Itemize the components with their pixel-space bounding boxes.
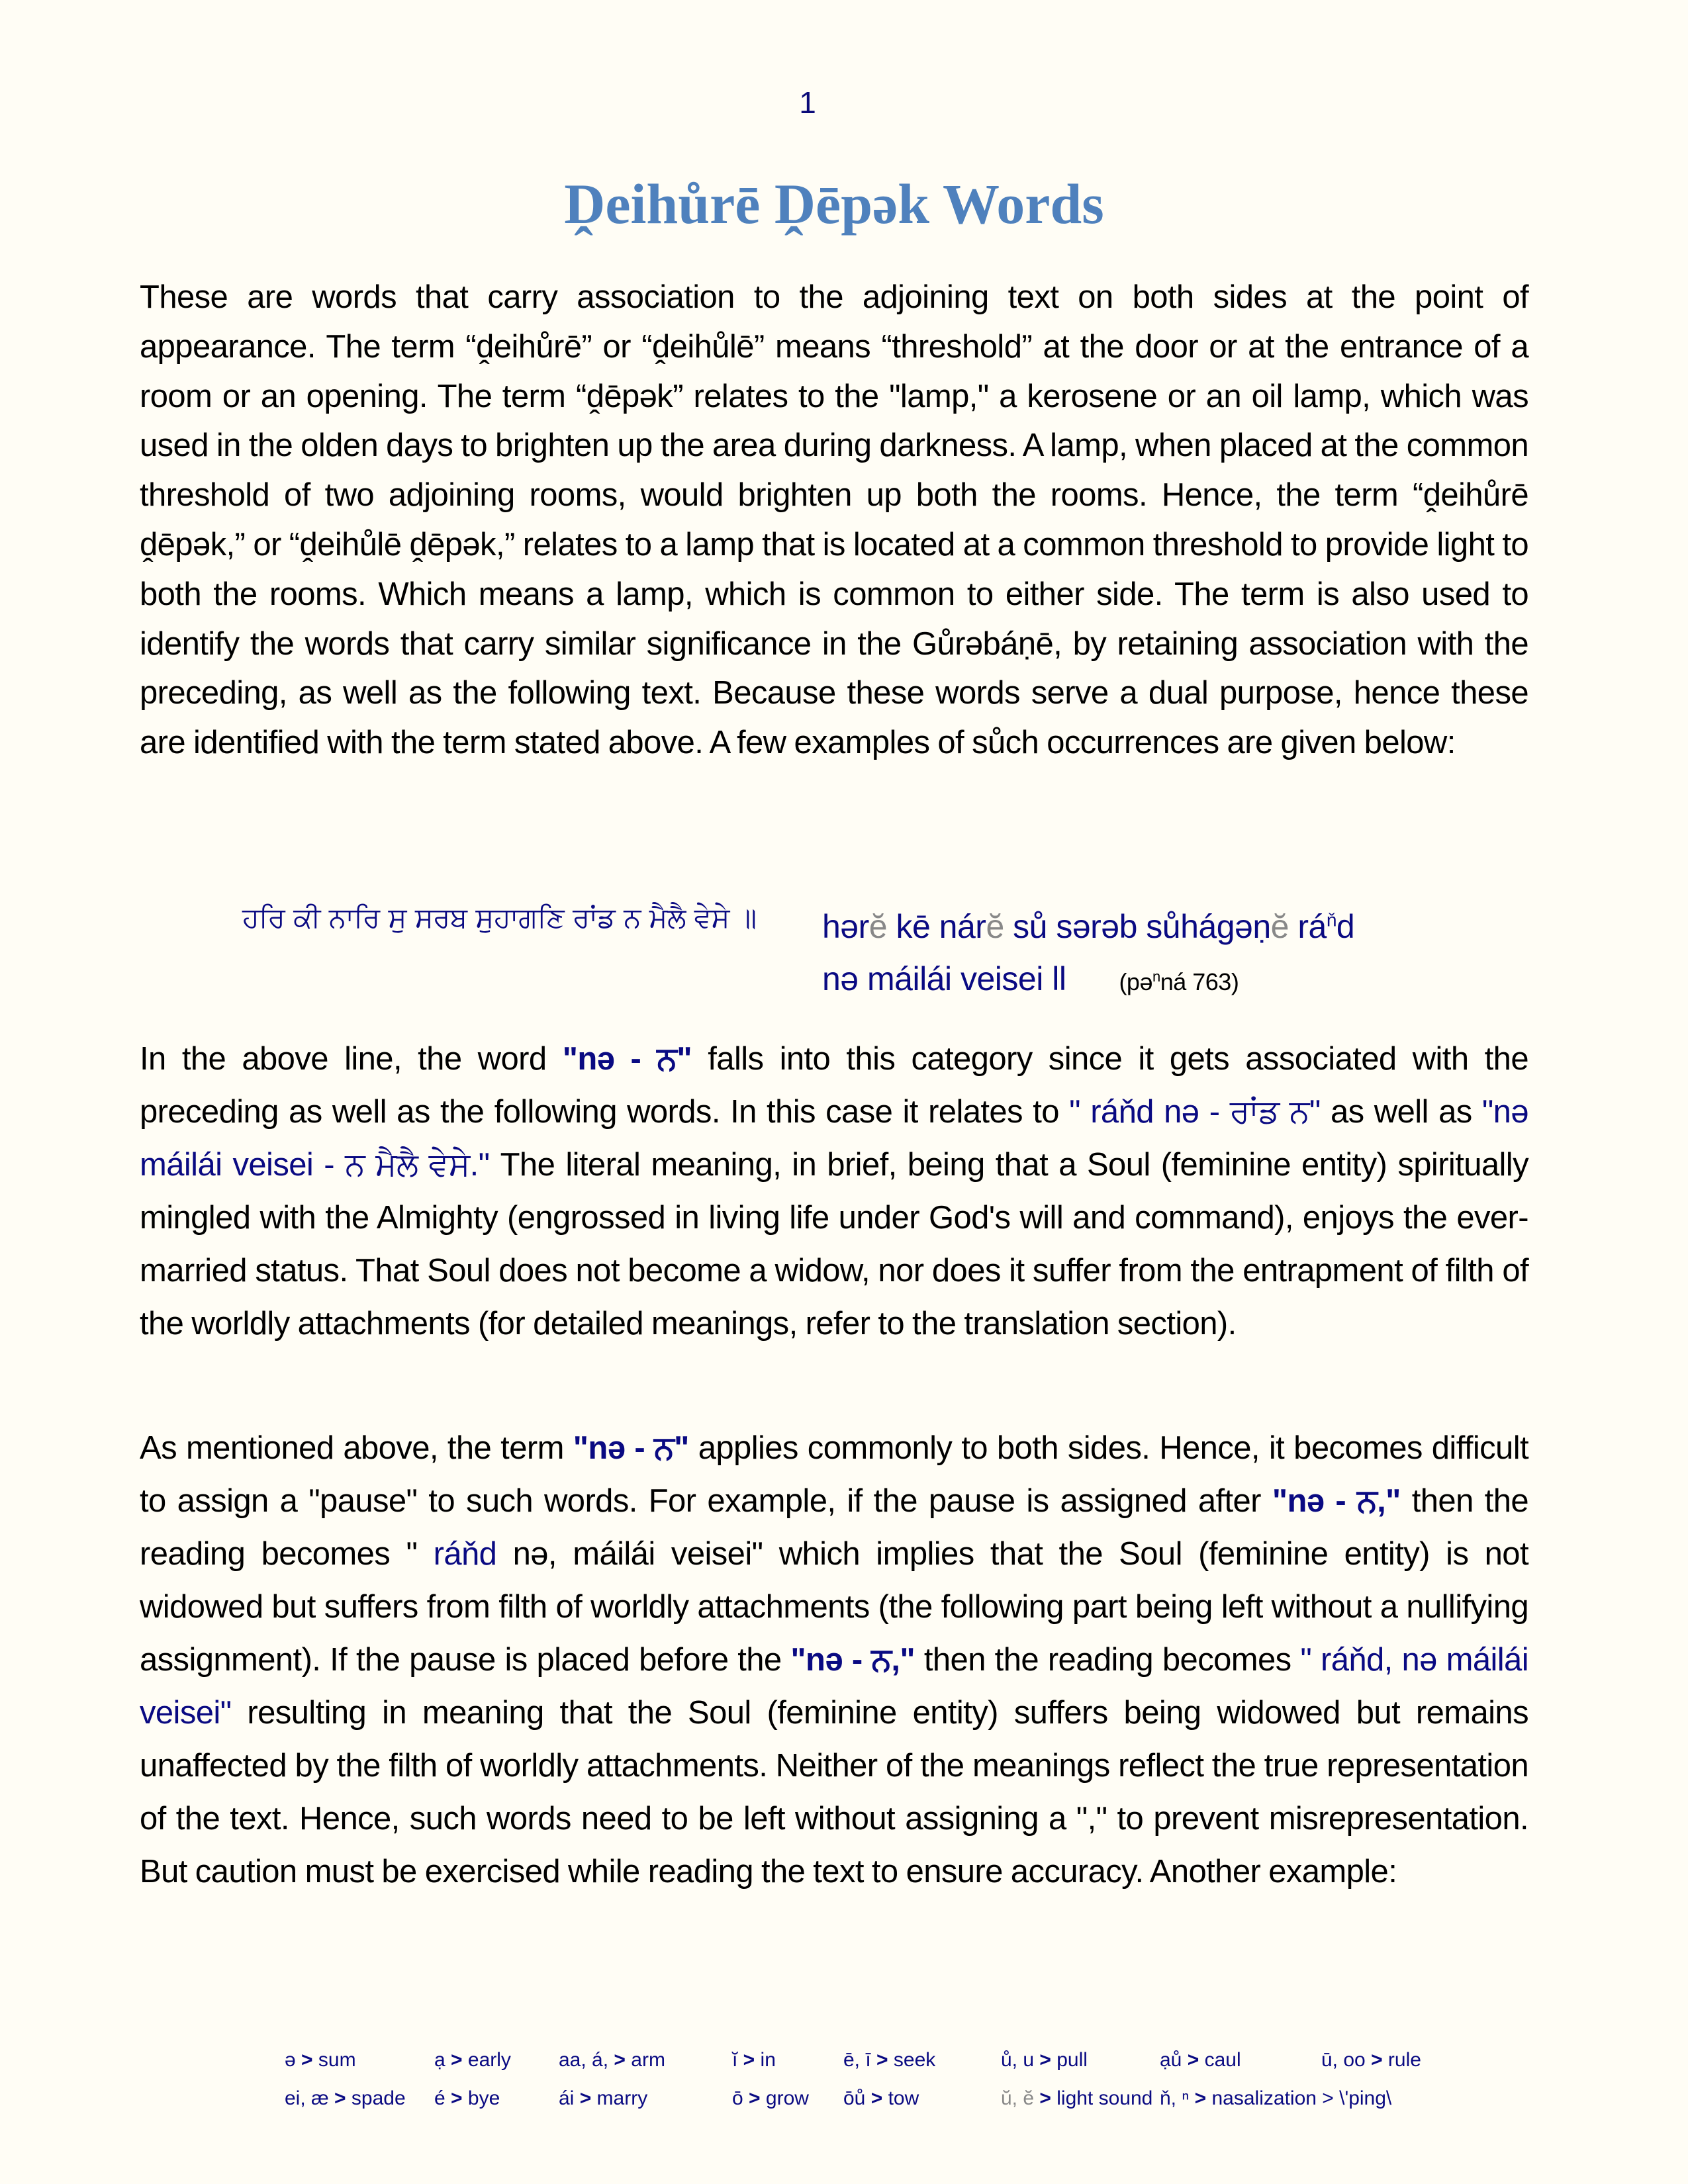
pronunciation-key-entry (843, 2049, 1001, 2071)
key-example-word: early (467, 2049, 511, 2071)
arrow-icon: > (451, 2087, 468, 2109)
transliteration-segment: kē nár (887, 907, 986, 945)
intro-paragraph: These are words that carry association to the adjoining text on both sides at the point of appearance. The term “ḓeihůrē” or “ḓeihůlē” means “threshold” at the door or at the entrance of a room or an opening. The term “ḓēpək” relates to the "lamp," a kerosene or an oil lamp, which was used in the olden days to brighten up the area during darkness. A lamp, when placed at the common threshold of two adjoining rooms, would brighten up both the rooms. Hence, the term “ḓeihůrē ḓēpək,” or “ḓeihůlē ḓēpək,” relates to a lamp that is located at a common threshold to provide light to both the rooms. Which means a lamp, which is common to either side. The term is also used to identify the words that carry similar significance in the Gůrəbáṇē, by retaining association with the preceding, as well as the following text. Because these words serve a dual purpose, hence these are identified with the term stated above. A few examples of sůch occurrences are given below: (140, 279, 1528, 761)
key-example-word: marry (596, 2087, 648, 2109)
transliteration-segment: rá (1288, 907, 1327, 945)
arrow-icon: > (1039, 2049, 1057, 2071)
key-symbol: ái (559, 2087, 580, 2109)
arrow-icon: > (1371, 2049, 1388, 2071)
page-title: Ḓeihůrē Ḓēpək Words (564, 172, 1104, 236)
key-example-word: grow (765, 2087, 809, 2109)
explanation-segment: as well as (1320, 1094, 1482, 1130)
key-symbol: ōů (843, 2087, 871, 2109)
key-example-word: sum (318, 2049, 356, 2071)
key-symbol: ň, ⁿ (1160, 2087, 1195, 2109)
explanation-segment: "nə - ਨ" (562, 1041, 692, 1077)
key-symbol: ŭ, ĕ (1001, 2087, 1040, 2109)
explanation-segment: The literal meaning, in brief, being that a Soul (feminine entity) spiritually mingled with the Almighty (engrossed in living life under God's will and command), enjoys the ever-married status. That Soul does not become a widow, nor does it suffer from the entrapment of filth of the worldly attachments (for detailed meanings, refer to the translation section). (140, 1147, 1528, 1342)
key-symbol: ē, ī (843, 2049, 877, 2071)
transliteration-line-1 (822, 908, 1354, 945)
pause-segment: resulting in meaning that the Soul (feminine entity) suffers being widowed but remains unaffected by the filth of worldly attachments. Neither of the meanings reflect the true representation of the text. Hence, such words need to be left without assigning a "," to prevent misrepresentation. But caution must be exercised while reading the text to ensure accuracy. Another example: (140, 1695, 1528, 1889)
key-example-word: rule (1387, 2049, 1421, 2071)
explanation-segment: "nə máilái veisei - ਨ ਮੈਲੈ ਵੇਸੇ." (140, 1094, 1528, 1183)
transliterated-verse (822, 895, 1354, 1007)
key-symbol: ō (732, 2087, 749, 2109)
pronunciation-key-entry (1160, 2087, 1392, 2110)
pause-paragraph (140, 1422, 1528, 1898)
page-ref-suffix: ná 763) (1160, 968, 1239, 995)
key-symbol: ạ (434, 2049, 451, 2071)
page-number: 1 (799, 85, 816, 120)
arrow-icon: > (1187, 2049, 1205, 2071)
transliteration-segment: ĕ (986, 907, 1004, 945)
transliteration-segment: ň (1326, 909, 1336, 930)
pause-segment: " ráňd, nə máilái veisei" (140, 1642, 1528, 1731)
pronunciation-key (285, 2041, 1467, 2118)
arrow-icon: > (876, 2049, 894, 2071)
key-example-word: caul (1204, 2049, 1241, 2071)
arrow-icon: > (301, 2049, 318, 2071)
pronunciation-key-entry (559, 2087, 732, 2110)
pronunciation-key-entry (1001, 2049, 1160, 2071)
pronunciation-key-row-1 (285, 2041, 1467, 2079)
pronunciation-key-entry (1321, 2049, 1467, 2071)
pause-segment: ráňd (433, 1536, 497, 1572)
transliteration-segment: hər (822, 907, 869, 945)
explanation-segment: In the above line, the word (140, 1041, 563, 1077)
pronunciation-key-entry (843, 2087, 1001, 2110)
transliteration-segment: sů sərəb sůhágəṇ (1004, 907, 1271, 945)
page-ref-prefix: (pə (1119, 968, 1152, 995)
arrow-icon: > (614, 2049, 632, 2071)
key-symbol: ei, æ (285, 2087, 335, 2109)
key-example-word: spade (351, 2087, 406, 2109)
key-symbol: ū, oo (1321, 2049, 1372, 2071)
pronunciation-key-entry (285, 2049, 434, 2071)
pronunciation-key-entry (434, 2049, 559, 2071)
key-symbol: ĭ (732, 2049, 743, 2071)
key-example-word: seek (893, 2049, 936, 2071)
transliteration-line-2 (822, 952, 1354, 1007)
arrow-icon: > (579, 2087, 597, 2109)
pause-segment: then the reading becomes (915, 1642, 1301, 1678)
arrow-icon: > (870, 2087, 888, 2109)
pause-segment: applies commonly to both sides. Hence, it becomes difficult to assign a "pause" to such words. For example, if the pause is assigned after (140, 1430, 1528, 1519)
key-symbol: aa, á, (559, 2049, 614, 2071)
page-reference (1119, 968, 1239, 995)
key-symbol: é (434, 2087, 451, 2109)
key-example-word: in (760, 2049, 776, 2071)
explanation-paragraph (140, 1032, 1528, 1350)
pause-segment: "nə - ਨ," (790, 1642, 915, 1678)
arrow-icon: > (334, 2087, 352, 2109)
key-symbol: ạů (1160, 2049, 1188, 2071)
arrow-icon: > (1039, 2087, 1057, 2109)
explanation-segment: falls into this category since it gets associated with the preceding as well as the following words. In this case it relates to (140, 1041, 1528, 1130)
arrow-icon: > (743, 2049, 761, 2071)
pause-segment: As mentioned above, the term (140, 1430, 573, 1466)
key-symbol: ů, u (1001, 2049, 1040, 2071)
transliteration-segment: d (1336, 907, 1355, 945)
transliteration-line-2-text: nə máilái veisei ll (822, 960, 1066, 997)
pronunciation-key-entry (732, 2087, 843, 2110)
arrow-icon: > (749, 2087, 766, 2109)
pronunciation-key-entry (732, 2049, 843, 2071)
arrow-icon: > (451, 2049, 468, 2071)
key-example-word: light sound (1056, 2087, 1153, 2109)
pronunciation-key-entry (1160, 2049, 1321, 2071)
page-ref-sup: n (1152, 968, 1160, 985)
arrow-icon: > (1194, 2087, 1212, 2109)
transliteration-segment: ĕ (868, 907, 888, 945)
pause-segment: "nə - ਨ" (573, 1430, 689, 1466)
transliteration-segment: ĕ (1270, 907, 1289, 945)
key-example-word: bye (467, 2087, 500, 2109)
pronunciation-key-entry (285, 2087, 434, 2110)
explanation-segment: " ráňd nə - ਰਾਂਡ ਨ" (1069, 1094, 1321, 1130)
gurmukhi-verse: ਹਰਿ ਕੀ ਨਾਰਿ ਸੁ ਸਰਬ ਸੁਹਾਗਣਿ ਰਾਂਡ ਨ ਮੈਲੈ ਵੇਸੇ ॥ (242, 901, 757, 934)
key-example-word: tow (888, 2087, 919, 2109)
pause-segment: nə, máilái veisei" which implies that the Soul (feminine entity) is not widowed but suffers from filth of worldly attachments (the following part being left without a nullifying assignment). If the pause is placed before the (140, 1536, 1528, 1678)
pronunciation-key-row-2 (285, 2079, 1467, 2118)
pause-segment: then the reading becomes " (140, 1483, 1528, 1572)
key-example-word: arm (631, 2049, 665, 2071)
pronunciation-key-entry (1001, 2087, 1160, 2110)
pronunciation-key-entry (559, 2049, 732, 2071)
key-example-word: pull (1056, 2049, 1088, 2071)
pronunciation-key-entry (434, 2087, 559, 2110)
key-example-word: nasalization > \'ping\ (1211, 2087, 1392, 2109)
pause-segment: "nə - ਨ," (1272, 1483, 1401, 1519)
key-symbol: ə (285, 2049, 302, 2071)
